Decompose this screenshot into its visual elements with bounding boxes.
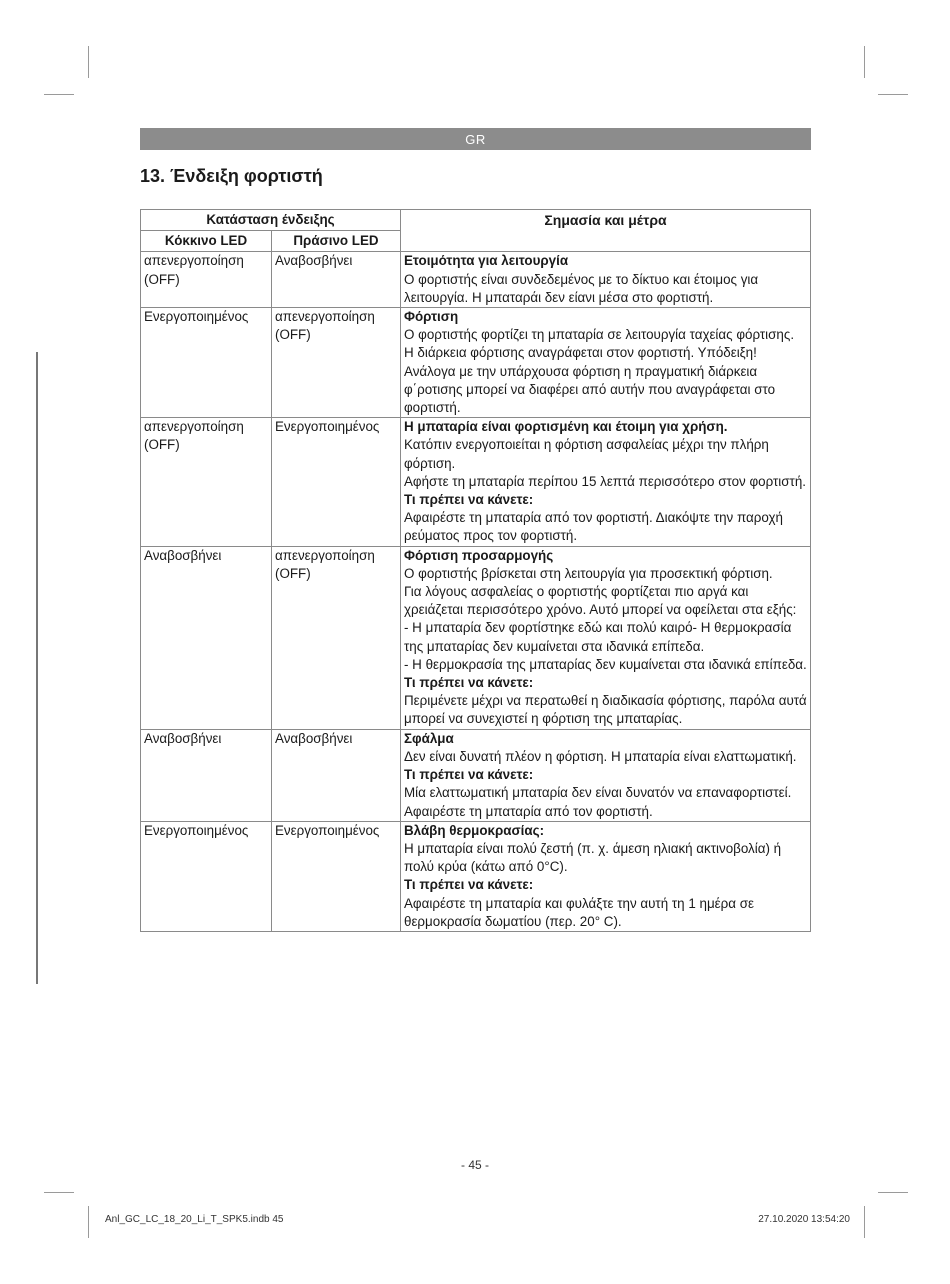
green-led-status: Ενεργοποιημένος (272, 418, 401, 546)
section-title: 13. Ένδειξη φορτιστή (140, 166, 323, 186)
table-row (141, 546, 811, 729)
what-to-do-text: Μία ελαττωματική μπαταρία δεν είναι δυνατόν να επαναφορτιστεί. (404, 785, 792, 801)
red-led-status: απενεργοποίηση (OFF) (141, 418, 272, 546)
what-to-do-label: Τι πρέπει να κάνετε: (404, 767, 534, 783)
red-led-header: Κόκκινο LED (141, 231, 272, 252)
meaning-text: Ο φορτιστής φορτίζει τη μπαταρία σε λειτουργία ταχείας φόρτισης. Η διάρκεια φόρτισης αναγράφεται στον φορτιστή. Υπόδειξη! Ανάλογα με την υπάρχουσα φόρτιση η πραγματική διάρκεια φ΄ροτισης μπορεί να διαφέρει από αυτήν που αναγράφεται στο φορτιστή. (404, 327, 795, 416)
crop-mark (864, 46, 865, 78)
green-led-header: Πράσινο LED (272, 231, 401, 252)
meaning-cell (401, 729, 811, 821)
red-led-status: Ενεργοποιημένος (141, 821, 272, 931)
green-led-status: Αναβοσβήνει (272, 252, 401, 308)
meaning-title: Ετοιμότητα για λειτουργία (404, 253, 569, 269)
meaning-title: Η μπαταρία είναι φορτισμένη και έτοιμη για χρήση. (404, 419, 728, 435)
crop-mark (44, 94, 74, 95)
crop-mark (44, 1192, 74, 1193)
indicator-status-header: Κατάσταση ένδειξης (141, 210, 401, 231)
green-led-status: απενεργοποίηση (OFF) (272, 308, 401, 418)
table-row (141, 821, 811, 931)
what-to-do-label: Τι πρέπει να κάνετε: (404, 675, 534, 691)
page-number: - 45 - (460, 1158, 489, 1172)
meaning-cell (401, 252, 811, 308)
meaning-text: Για λόγους ασφαλείας ο φορτιστής φορτίζεται πιο αργά και χρειάζεται περισσότερο χρόνο. Αυτό μπορεί να οφείλεται στα εξής: (404, 584, 797, 618)
meaning-cell (401, 308, 811, 418)
what-to-do-text: Αφαιρέστε τη μπαταρία από τον φορτιστή. Διακόψτε την παροχή ρεύματος προς τον φορτιστή. (404, 510, 783, 544)
what-to-do-label: Τι πρέπει να κάνετε: (404, 877, 534, 893)
crop-mark (878, 1192, 908, 1193)
what-to-do-text: Περιμένετε μέχρι να περατωθεί η διαδικασία φόρτισης, παρόλα αυτά μπορεί να συνεχιστεί η φόρτιση της μπαταρίας. (404, 693, 807, 727)
charger-indicator-table (140, 209, 811, 932)
meaning-text: - Η θερμοκρασία της μπαταρίας δεν κυμαίνεται στα ιδανικά επίπεδα. (404, 656, 807, 672)
crop-mark (864, 1206, 865, 1238)
meaning-text: Ο φορτιστής βρίσκεται στη λειτουργία για προσεκτική φόρτιση. (404, 565, 773, 581)
footer-filename: Anl_GC_LC_18_20_Li_T_SPK5.indb 45 (105, 1214, 284, 1225)
meaning-text: Κατόπιν ενεργοποιείται η φόρτιση ασφαλείας μέχρι την πλήρη φόρτιση. (404, 437, 769, 471)
red-led-status: Ενεργοποιημένος (141, 308, 272, 418)
meaning-text: Ο φορτιστής είναι συνδεδεμένος με το δίκτυο και έτοιμος για λειτουργία. Η μπαταράι δεν είανι μέσα στο φορτιστή. (404, 271, 759, 305)
crop-mark (878, 94, 908, 95)
language-header-bar (140, 128, 811, 150)
green-led-status: Αναβοσβήνει (272, 729, 401, 821)
meaning-text: Η μπαταρία είναι πολύ ζεστή (π. χ. άμεση ηλιακή ακτινοβολία) ή πολύ κρύα (κάτω από 0°C). (404, 840, 782, 875)
meaning-cell (401, 418, 811, 546)
meaning-title: Φόρτιση (404, 309, 459, 325)
meaning-text: Αφήστε τη μπαταρία περίπου 15 λεπτά περισσότερο στον φορτιστή. (404, 473, 806, 489)
table-header-row (141, 210, 811, 231)
what-to-do-text: Αφαιρέστε τη μπαταρία από τον φορτιστή. (404, 803, 653, 819)
what-to-do-label: Τι πρέπει να κάνετε: (404, 492, 534, 508)
meaning-header: Σημασία και μέτρα (401, 210, 811, 252)
red-led-status: Αναβοσβήνει (141, 729, 272, 821)
red-led-status: Αναβοσβήνει (141, 546, 272, 729)
meaning-title: Βλάβη θερμοκρασίας: (404, 822, 545, 838)
crop-mark (88, 1206, 89, 1238)
meaning-text: Δεν είναι δυνατή πλέον η φόρτιση. Η μπαταρία είναι ελαττωματική. (404, 748, 797, 764)
red-led-status: απενεργοποίηση (OFF) (141, 252, 272, 308)
what-to-do-text: Αφαιρέστε τη μπαταρία και φυλάξτε την αυτή τη 1 ημέρα σε θερμοκρασία δωματίου (περ. 20° C). (404, 895, 754, 929)
meaning-title: Σφάλμα (404, 730, 454, 746)
table-row (141, 252, 811, 308)
meaning-cell (401, 821, 811, 931)
table-row (141, 308, 811, 418)
meaning-cell (401, 546, 811, 729)
table-row (141, 418, 811, 546)
crop-mark (88, 46, 89, 78)
language-label: GR (465, 131, 486, 147)
footer-timestamp: 27.10.2020 13:54:20 (758, 1214, 850, 1225)
meaning-text: - Η μπαταρία δεν φορτίστηκε εδώ και πολύ καιρό- Η θερμοκρασία της μπαταρίας δεν κυμαίνεται στα ιδανικά επίπεδα. (404, 620, 792, 654)
meaning-title: Φόρτιση προσαρμογής (404, 547, 554, 563)
table-row (141, 729, 811, 821)
green-led-status: απενεργοποίηση (OFF) (272, 546, 401, 729)
margin-rule (36, 352, 38, 984)
green-led-status: Ενεργοποιημένος (272, 821, 401, 931)
